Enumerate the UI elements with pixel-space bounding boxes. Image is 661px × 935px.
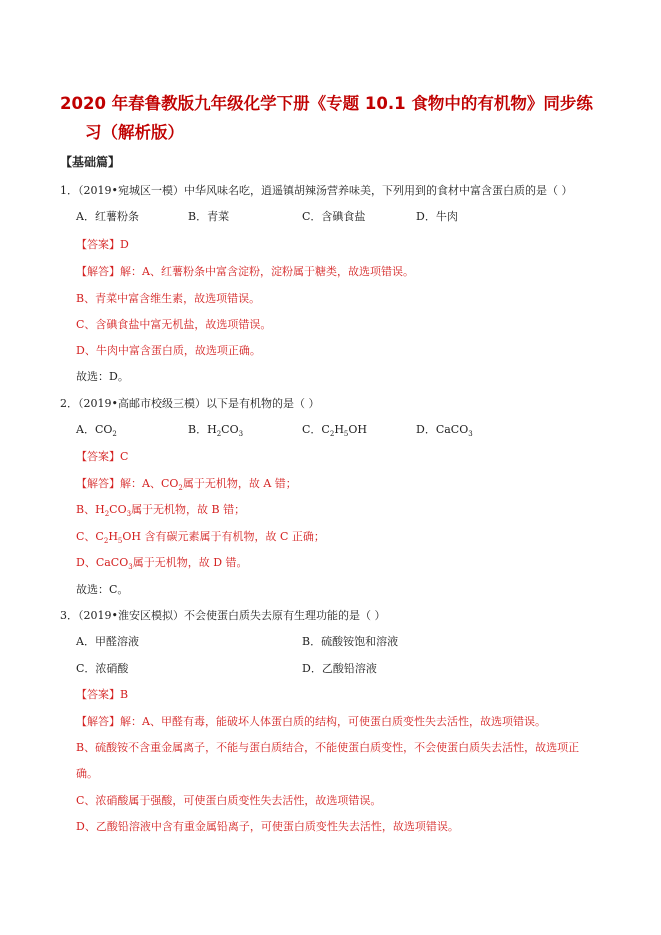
q2-option-a: A．$CO_2$ bbox=[76, 423, 117, 439]
section-heading: 【基础篇】 bbox=[60, 155, 121, 169]
q3-option-c: C．浓硝酸 bbox=[76, 662, 129, 675]
q1-explanation-c: C、含碘食盐中富无机盐，故选项错误。 bbox=[76, 318, 272, 331]
q2-option-c: C．$C_2H_5OH$ bbox=[302, 423, 367, 439]
q2-option-b: B．$H_2CO_3$ bbox=[188, 423, 244, 439]
title-line-2: 习（解析版） bbox=[85, 123, 184, 142]
q2-explanation-c: C、$C_2H_5OH$ 含有碳元素属于有机物，故 C 正确； bbox=[76, 530, 325, 546]
question-1-stem: 1．（2019•宛城区一模）中华风味名吃，逍遥镇胡辣汤营养味美，下列用到的食材中富含蛋白质的是（ ） bbox=[60, 184, 573, 197]
q2-answer: 【答案】C bbox=[76, 450, 129, 463]
title-line-1: 2020 年春鲁教版九年级化学下册《专题 10.1 食物中的有机物》同步练 bbox=[60, 94, 593, 113]
q1-option-b: B．青菜 bbox=[188, 210, 230, 223]
q1-answer: 【答案】D bbox=[76, 238, 129, 251]
q3-explanation-b-cont: 确。 bbox=[76, 767, 98, 780]
q2-explanation-a: 【解答】解：A、$CO_2$属于无机物，故 A 错； bbox=[76, 477, 297, 493]
q2-option-d: D．CaCO$_3$ bbox=[416, 423, 473, 439]
q1-explanation-d: D、牛肉中富含蛋白质，故选项正确。 bbox=[76, 344, 261, 357]
q3-option-d: D．乙酸铅溶液 bbox=[302, 662, 377, 675]
q3-explanation-c: C、浓硝酸属于强酸，可使蛋白质变性失去活性，故选项错误。 bbox=[76, 794, 382, 807]
q1-option-d: D．牛肉 bbox=[416, 210, 458, 223]
q3-answer: 【答案】B bbox=[76, 688, 129, 701]
document-title bbox=[60, 89, 620, 147]
q3-option-a: A．甲醛溶液 bbox=[76, 635, 139, 648]
question-2-stem: 2．（2019•高邮市校级三模）以下是有机物的是（ ） bbox=[60, 397, 320, 410]
q3-explanation-b: B、硫酸铵不含重金属离子，不能与蛋白质结合，不能使蛋白质变性，不会使蛋白质失去活性，故选项正 bbox=[76, 741, 580, 754]
q1-explanation-b: B、青菜中富含维生素，故选项错误。 bbox=[76, 292, 261, 305]
q2-explanation-d: D、CaCO$_3$属于无机物，故 D 错。 bbox=[76, 556, 248, 572]
question-3-stem: 3．（2019•淮安区模拟）不会使蛋白质失去原有生理功能的是（ ） bbox=[60, 609, 386, 622]
q3-explanation-d: D、乙酸铅溶液中含有重金属铅离子，可使蛋白质变性失去活性，故选项错误。 bbox=[76, 820, 459, 833]
q1-option-a: A．红薯粉条 bbox=[76, 210, 139, 223]
q2-explanation-b: B、$H_2CO_3$属于无机物，故 B 错； bbox=[76, 503, 246, 519]
q3-option-b: B．硫酸铵饱和溶液 bbox=[302, 635, 399, 648]
q3-explanation-a: 【解答】解：A、甲醛有毒，能破坏人体蛋白质的结构，可使蛋白质变性失去活性，故选项错误。 bbox=[76, 715, 546, 728]
q1-conclusion: 故选：D。 bbox=[76, 370, 129, 383]
q1-explanation-a: 【解答】解：A、红薯粉条中富含淀粉，淀粉属于糖类，故选项错误。 bbox=[76, 265, 414, 278]
q2-conclusion: 故选：C。 bbox=[76, 583, 129, 596]
q1-option-c: C．含碘食盐 bbox=[302, 210, 366, 223]
